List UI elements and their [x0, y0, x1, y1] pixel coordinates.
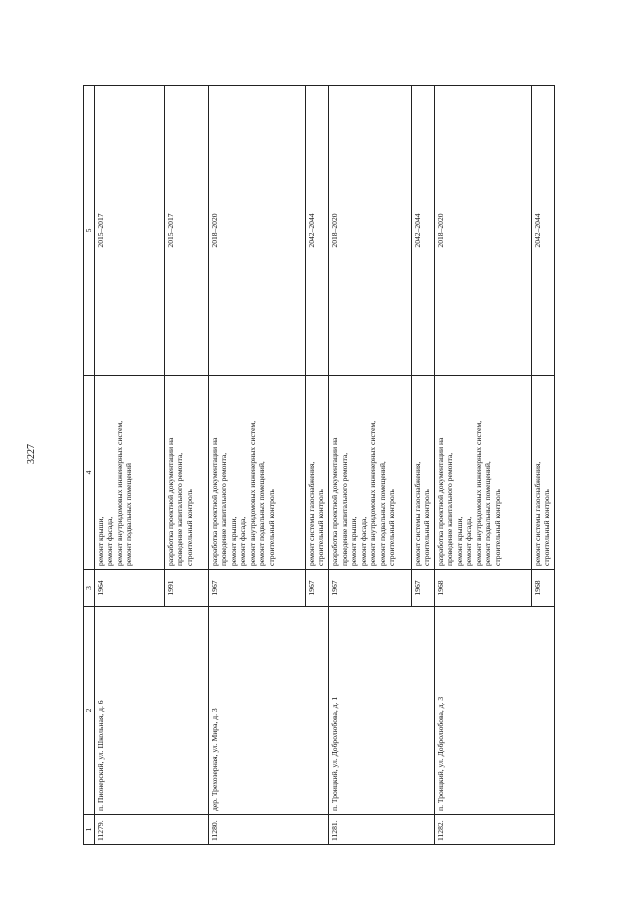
- work-item: проведение капитального ремонта,: [445, 452, 455, 566]
- header-row: [84, 86, 95, 845]
- works-cell: [411, 376, 434, 570]
- works-cell: [329, 376, 411, 570]
- header-col-4: 4: [84, 376, 95, 570]
- term-cell: 2015–2017: [164, 86, 208, 376]
- work-item: ремонт фасада,: [238, 516, 248, 566]
- work-item: ремонт фасада,: [105, 516, 115, 566]
- table-row: [208, 86, 305, 845]
- header-col-1: 1: [84, 815, 95, 845]
- capital-repair-table: [83, 85, 555, 845]
- address-cell: дер. Трехозерная, ул. Мира, д. 3: [208, 607, 328, 815]
- table-row: [434, 86, 531, 845]
- work-item: строительный контроль: [542, 489, 552, 566]
- header-col-2: 2: [84, 607, 95, 815]
- table-wrapper: [83, 85, 555, 845]
- works-cell: [434, 376, 531, 570]
- work-item: ремонт подвальных помещений,: [483, 461, 493, 566]
- header-col-3: 3: [84, 570, 95, 607]
- term-cell: 2042–2044: [531, 86, 554, 376]
- row-number: 11282.: [434, 815, 554, 845]
- work-item: ремонт крыши,: [228, 516, 238, 566]
- work-item: ремонт системы газоснабжения,: [307, 461, 316, 566]
- work-item: ремонт внутридомовых инженерных систем,: [114, 420, 124, 566]
- works-cell: [164, 376, 208, 570]
- table-body: [95, 86, 555, 845]
- work-item: ремонт системы газоснабжения,: [412, 461, 422, 566]
- rotated-table-container: [83, 85, 555, 845]
- table-row: [95, 86, 165, 845]
- works-cell: [95, 376, 165, 570]
- work-item: разработка проектной документации на: [165, 437, 175, 566]
- term-cell: 2015–2017: [95, 86, 165, 376]
- header-col-5: 5: [84, 86, 95, 376]
- work-item: проведение капитального ремонта,: [219, 452, 229, 566]
- row-number: 11280.: [208, 815, 328, 845]
- work-item: разработка проектной документации на: [435, 437, 445, 566]
- year-cell: 1967: [329, 570, 411, 607]
- works-cell: [208, 376, 305, 570]
- work-item: ремонт подвальных помещений,: [377, 461, 387, 566]
- row-number: 11279.: [95, 815, 209, 845]
- works-cell: [306, 376, 329, 570]
- work-item: строительный контроль: [184, 489, 194, 566]
- work-item: ремонт внутридомовых инженерных систем,: [473, 420, 483, 566]
- work-item: строительный контроль: [387, 489, 397, 566]
- work-item: ремонт подвальных помещений: [124, 463, 134, 566]
- year-cell: 1967: [208, 570, 305, 607]
- work-item: ремонт системы газоснабжения,: [532, 461, 542, 566]
- work-item: разработка проектной документации на: [330, 437, 340, 566]
- year-cell: 1968: [531, 570, 554, 607]
- term-cell: 2042–2044: [306, 86, 329, 376]
- work-item: ремонт фасада,: [464, 516, 474, 566]
- table-row: [329, 86, 411, 845]
- work-item: ремонт внутридомовых инженерных систем,: [368, 420, 378, 566]
- work-item: строительный контроль: [266, 489, 276, 566]
- address-cell: п. Троицкий, ул. Добролюбова, д. 3: [434, 607, 554, 815]
- work-item: строительный контроль: [421, 489, 431, 566]
- row-number: 11281.: [329, 815, 434, 845]
- work-item: разработка проектной документации на: [209, 437, 219, 566]
- term-cell: 2018–2020: [329, 86, 411, 376]
- address-cell: п. Троицкий, ул. Добролюбова, д. 1: [329, 607, 434, 815]
- work-item: ремонт крыши,: [454, 516, 464, 566]
- works-cell: [531, 376, 554, 570]
- term-cell: 2018–2020: [208, 86, 305, 376]
- work-item: ремонт внутридомовых инженерных систем,: [247, 420, 257, 566]
- year-cell: 1964: [95, 570, 165, 607]
- year-cell: 1967: [411, 570, 434, 607]
- year-cell: 1967: [306, 570, 329, 607]
- work-item: проведение капитального ремонта,: [339, 452, 349, 566]
- work-item: строительный контроль: [492, 489, 502, 566]
- page-number: 3227: [26, 444, 37, 464]
- work-item: ремонт крыши,: [349, 516, 359, 566]
- work-item: проведение капитального ремонта,: [175, 452, 185, 566]
- work-item: ремонт крыши,: [96, 516, 105, 566]
- work-item: ремонт подвальных помещений,: [257, 461, 267, 566]
- work-item: ремонт фасада,: [358, 516, 368, 566]
- year-cell: 1968: [434, 570, 531, 607]
- term-cell: 2042–2044: [411, 86, 434, 376]
- year-cell: 1991: [164, 570, 208, 607]
- work-item: строительный контроль: [316, 489, 326, 566]
- term-cell: 2018–2020: [434, 86, 531, 376]
- address-cell: п. Пионерский, ул. Школьная, д. 6: [95, 607, 209, 815]
